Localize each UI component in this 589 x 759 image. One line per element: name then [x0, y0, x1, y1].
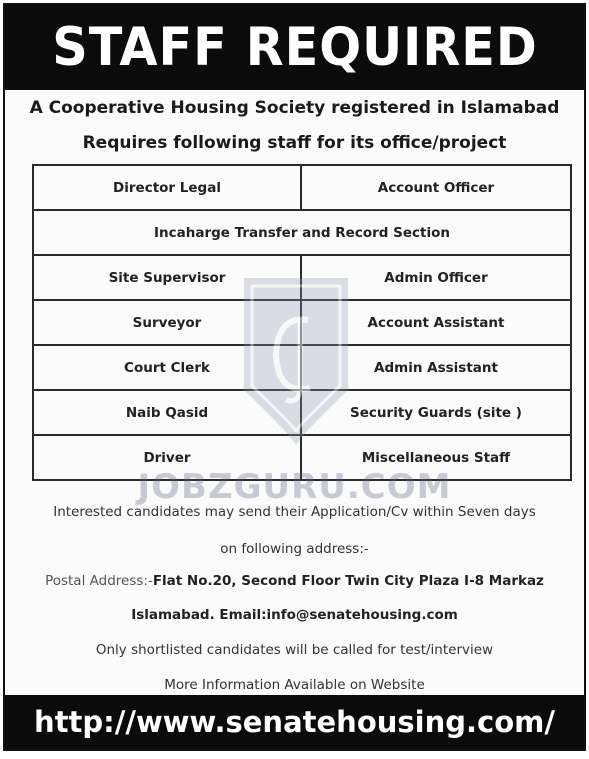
more-info-note: More Information Available on Website — [164, 677, 425, 693]
postal-address-label: Postal Address:- — [45, 573, 153, 589]
position-cell: Security Guards (site ) — [301, 390, 571, 435]
table-row — [33, 390, 571, 435]
bottom-strip — [0, 752, 589, 759]
position-cell: Director Legal — [33, 165, 301, 210]
intro-line-1: A Cooperative Housing Society registered in Islamabad — [29, 98, 560, 118]
table-row — [33, 300, 571, 345]
postal-address-value: Flat No.20, Second Floor Twin City Plaza I-8 Markaz — [152, 573, 544, 589]
table-row — [33, 165, 571, 210]
position-cell: Miscellaneous Staff — [301, 435, 571, 480]
position-cell: Driver — [33, 435, 301, 480]
postal-address — [5, 573, 584, 589]
position-cell: Court Clerk — [33, 345, 301, 390]
position-cell: Admin Assistant — [301, 345, 571, 390]
intro-line-2: Requires following staff for its office/project — [82, 133, 507, 153]
position-cell: Account Assistant — [301, 300, 571, 345]
header-banner — [5, 5, 584, 90]
position-cell: Naib Qasid — [33, 390, 301, 435]
footer-banner — [5, 695, 584, 749]
address-email-line: Islamabad. Email:info@senatehousing.com — [131, 607, 458, 623]
position-cell: Admin Officer — [301, 255, 571, 300]
positions-table — [32, 164, 572, 481]
application-line-1: Interested candidates may send their Application/Cv within Seven days — [53, 504, 536, 520]
table-row — [33, 345, 571, 390]
website-url: http://www.senatehousing.com/ — [34, 704, 555, 739]
shortlist-note: Only shortlisted candidates will be called for test/interview — [95, 642, 494, 658]
table-row — [33, 255, 571, 300]
position-cell: Site Supervisor — [33, 255, 301, 300]
position-cell: Incaharge Transfer and Record Section — [33, 210, 571, 255]
watermark-text: JOBZGURU.COM — [137, 467, 452, 507]
application-line-2: on following address:- — [220, 541, 369, 557]
position-cell: Account Officer — [301, 165, 571, 210]
page-title: STAFF REQUIRED — [51, 17, 538, 78]
job-advertisement — [3, 3, 586, 751]
position-cell: Surveyor — [33, 300, 301, 345]
table-row — [33, 210, 571, 255]
table-row — [33, 435, 571, 480]
